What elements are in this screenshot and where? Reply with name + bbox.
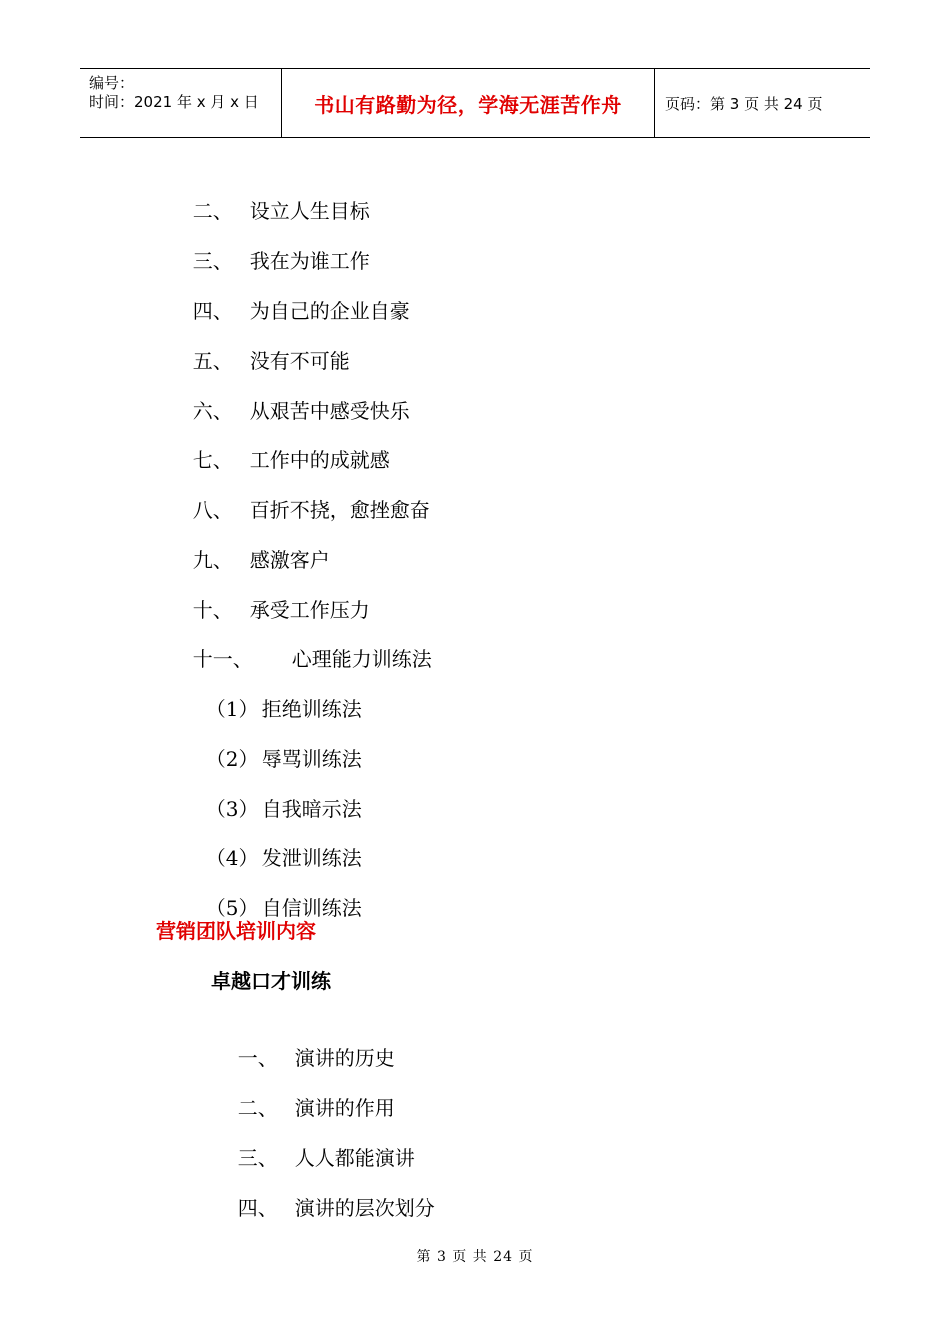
sub-heading: 卓越口才训练 — [211, 969, 331, 993]
list-text: 人人都能演讲 — [294, 1146, 415, 1170]
serial-label: 编号： — [89, 74, 135, 92]
list-item — [180, 319, 350, 375]
header-page-info: 页码：第 3 页 共 24 页 — [665, 94, 823, 113]
list-item — [225, 1116, 415, 1172]
sub-list-item — [193, 816, 362, 872]
list-item — [180, 269, 410, 325]
sub-list-text: 自信训练法 — [261, 896, 362, 920]
list-text: 我在为谁工作 — [249, 249, 370, 273]
list-number: 三、 — [237, 1146, 278, 1170]
list-text: 从艰苦中感受快乐 — [249, 399, 410, 423]
list-number: 六、 — [192, 399, 233, 423]
sub-list-number: （3） — [205, 797, 259, 821]
list-item — [225, 1166, 435, 1222]
list-number: 十、 — [192, 598, 233, 622]
list-text: 承受工作压力 — [249, 598, 370, 622]
list-text: 百折不挠，愈挫愈奋 — [249, 498, 430, 522]
list-text: 演讲的层次划分 — [294, 1196, 435, 1220]
list-item — [180, 369, 410, 425]
list-number: 四、 — [192, 299, 233, 323]
list-item — [225, 1016, 395, 1072]
list-number: 十一、 — [192, 647, 253, 671]
list-text: 为自己的企业自豪 — [249, 299, 410, 323]
list-text: 感激客户 — [249, 548, 330, 572]
sub-list-text: 拒绝训练法 — [261, 697, 362, 721]
list-text: 设立人生目标 — [249, 199, 370, 223]
list-number: 五、 — [192, 349, 233, 373]
sub-list-item — [193, 717, 362, 773]
sub-list-number: （1） — [205, 697, 259, 721]
header-meta-cell — [80, 69, 282, 137]
list-text: 没有不可能 — [249, 349, 350, 373]
sub-list-item — [193, 767, 362, 823]
list-number: 一、 — [237, 1046, 278, 1070]
list-text: 演讲的历史 — [294, 1046, 395, 1070]
motto: 书山有路勤为径，学海无涯苦作舟 — [314, 92, 622, 117]
list-item — [180, 219, 370, 275]
list-item — [180, 617, 432, 673]
sub-list-number: （5） — [205, 896, 259, 920]
list-text: 工作中的成就感 — [249, 448, 390, 472]
sub-list-text: 发泄训练法 — [261, 846, 362, 870]
list-number: 四、 — [237, 1196, 278, 1220]
header-page-cell — [655, 69, 870, 137]
list-item — [180, 418, 390, 474]
list-item — [225, 1066, 395, 1122]
list-number: 二、 — [192, 199, 233, 223]
list-number: 七、 — [192, 448, 233, 472]
list-number: 二、 — [237, 1096, 278, 1120]
sub-list-number: （4） — [205, 846, 259, 870]
header-motto-cell — [282, 69, 655, 137]
sub-list-item — [193, 866, 362, 922]
section-heading: 营销团队培训内容 — [156, 919, 316, 943]
page-footer: 第 3 页 共 24 页 — [416, 1249, 534, 1265]
list-text: 演讲的作用 — [294, 1096, 395, 1120]
list-number: 八、 — [192, 498, 233, 522]
list-item — [180, 518, 330, 574]
date-label: 时间：2021 年 x 月 x 日 — [89, 93, 259, 111]
list-item — [180, 568, 370, 624]
page-header — [80, 68, 870, 138]
sub-list-text: 自我暗示法 — [261, 797, 362, 821]
sub-list-text: 辱骂训练法 — [261, 747, 362, 771]
list-number: 三、 — [192, 249, 233, 273]
sub-list-number: （2） — [205, 747, 259, 771]
list-text: 心理能力训练法 — [291, 647, 432, 671]
list-item — [180, 468, 430, 524]
list-item — [180, 169, 370, 225]
list-number: 九、 — [192, 548, 233, 572]
sub-list-item — [193, 667, 362, 723]
